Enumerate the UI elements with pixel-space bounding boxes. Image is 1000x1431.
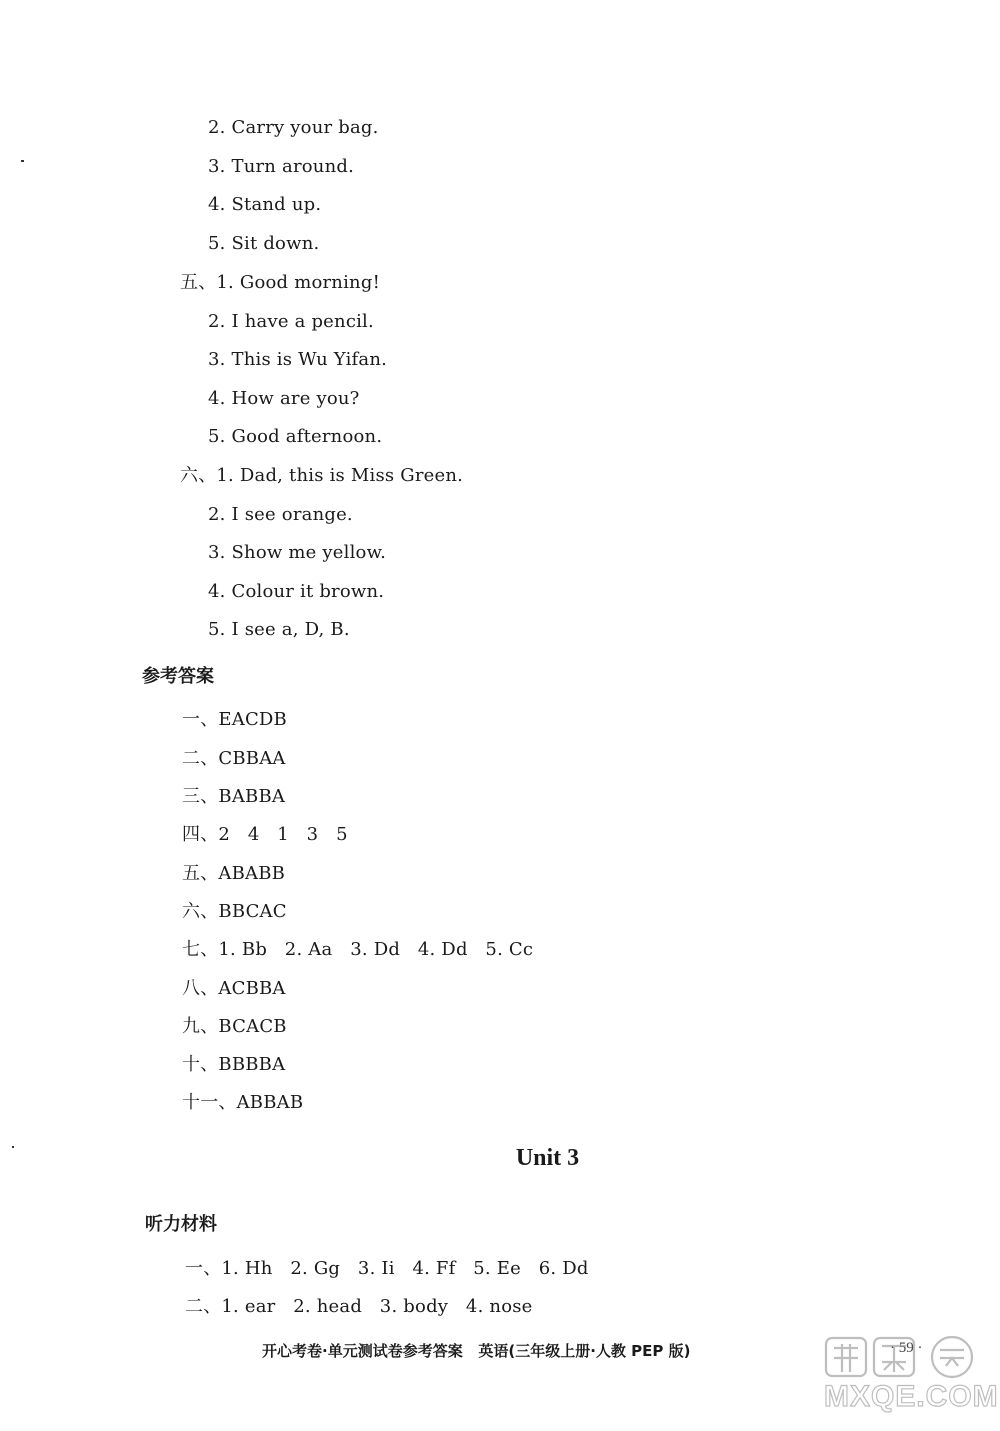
liu-item-4: 4. Colour it brown.: [208, 581, 385, 602]
wu-item-3: 3. This is Wu Yifan.: [208, 349, 388, 370]
liu-item-3: 3. Show me yellow.: [208, 542, 386, 563]
answer-item: 七、1. Bb 2. Aa 3. Dd 4. Dd 5. Cc: [182, 939, 534, 960]
unit-title: Unit 3: [515, 1145, 580, 1171]
answer-watermark-logo-icon: [820, 1332, 992, 1382]
answer-item: 十一、ABBAB: [182, 1092, 304, 1113]
wu-item-5: 5. Good afternoon.: [208, 426, 383, 447]
watermark: [820, 1332, 999, 1424]
listening-heading: 听力材料: [145, 1214, 217, 1235]
unit3-item-1: 一、1. Hh 2. Gg 3. Ii 4. Ff 5. Ee 6. Dd: [185, 1258, 589, 1279]
liu-item-5: 5. I see a, D, B.: [208, 619, 350, 640]
si-item-2: 2. Carry your bag.: [208, 117, 379, 138]
unit3-item-2: 二、1. ear 2. head 3. body 4. nose: [185, 1296, 533, 1317]
scan-speck: [21, 160, 24, 162]
liu-item-1: 六、1. Dad, this is Miss Green.: [180, 465, 464, 486]
answer-item: 四、2 4 1 3 5: [182, 824, 348, 845]
answer-item: 九、BCACB: [182, 1016, 287, 1037]
answer-item: 五、ABABB: [182, 863, 286, 884]
answer-item: 六、BBCAC: [182, 901, 287, 922]
wu-item-1: 五、1. Good morning!: [180, 272, 381, 293]
watermark-text: MXQE.COM: [824, 1380, 999, 1413]
answer-item: 三、BABBA: [182, 786, 286, 807]
answer-item: 十、BBBBA: [182, 1054, 286, 1075]
si-item-4: 4. Stand up.: [208, 194, 322, 215]
answer-item: 一、EACDB: [182, 709, 287, 730]
answer-item: 二、CBBAA: [182, 748, 286, 769]
answer-item: 八、ACBBA: [182, 978, 286, 999]
si-item-5: 5. Sit down.: [208, 233, 320, 254]
si-item-3: 3. Turn around.: [208, 156, 355, 177]
wu-item-2: 2. I have a pencil.: [208, 311, 374, 332]
page-number: · 59 ·: [890, 1340, 923, 1356]
answers-heading: 参考答案: [142, 666, 214, 687]
page-footer: 开心考卷·单元测试卷参考答案 英语(三年级上册·人教 PEP 版): [262, 1342, 691, 1360]
scan-speck: [12, 1146, 14, 1148]
wu-item-4: 4. How are you?: [208, 388, 360, 409]
liu-item-2: 2. I see orange.: [208, 504, 353, 525]
